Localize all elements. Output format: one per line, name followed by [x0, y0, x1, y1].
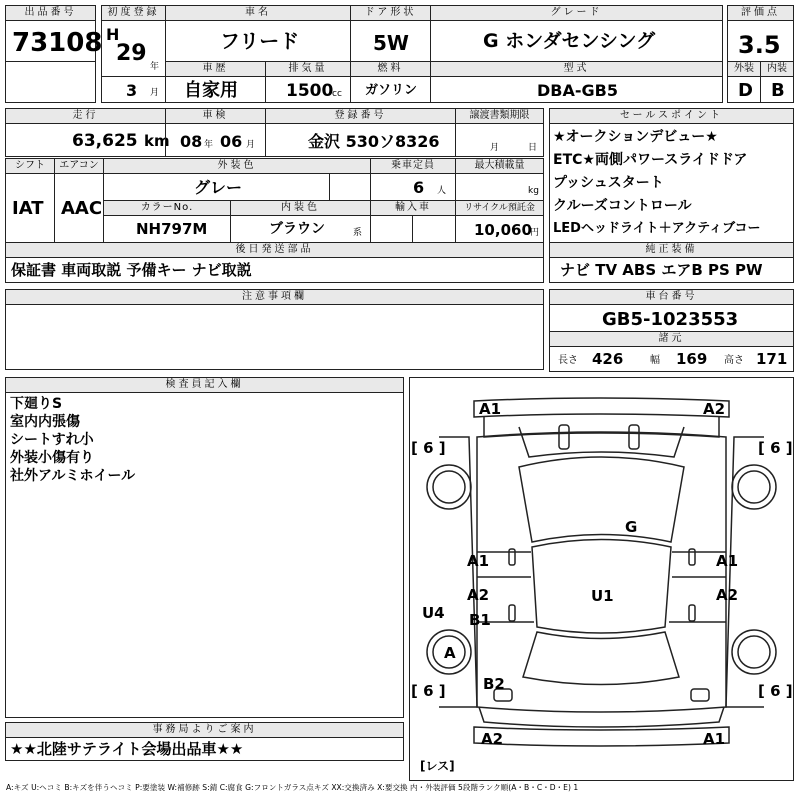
sales-line: クルーズコントロール: [553, 198, 692, 214]
reg-month-cell: [101, 76, 166, 103]
capacity-unit: 人: [437, 186, 447, 196]
plate-number: 金沢 530ソ8326: [308, 132, 440, 151]
color-no-cell: [103, 215, 231, 243]
height-label: 高さ: [724, 355, 744, 366]
capacity-label: 乗車定員: [370, 158, 456, 174]
later-parts: 保証書 車両取説 予備キー ナビ取説: [11, 261, 252, 279]
reg-year: 29: [116, 41, 147, 66]
fuel-label: 燃料: [350, 61, 431, 77]
shift-cell: [5, 173, 55, 243]
lot-cell: [5, 20, 103, 62]
equip-label: 純正装備: [549, 242, 794, 258]
mileage: 63,625: [72, 131, 138, 151]
grade-label: グレード: [430, 5, 723, 21]
insp-year: 08: [180, 132, 203, 151]
notes-cell: [5, 304, 544, 370]
ac: AAC: [61, 198, 103, 219]
legend: A:キズ U:ヘコミ B:キズを伴うヘコミ P:要塗装 W:補修跡 S:錆 C:腐食 G:フロントガラス点キズ XX:交換済み X:要交換 内・外装評価 5段階ランク順(A・B・C・D・E) 1: [6, 783, 579, 792]
recycle: 10,060: [474, 221, 532, 239]
mileage-unit: km: [144, 132, 170, 150]
history-cell: [165, 76, 266, 103]
color-no-label: カラーNo.: [103, 200, 231, 216]
car-name-label: 車名: [165, 5, 351, 21]
mileage-label: 走行: [5, 108, 166, 124]
reg-month: 3: [126, 81, 138, 100]
damage-front-right: A2: [703, 400, 726, 418]
sales-line: プッシュスタート: [553, 175, 664, 191]
damage-front-left: A1: [479, 400, 502, 418]
transfer-label: 譲渡書類期限: [455, 108, 544, 124]
ext-color: グレー: [194, 178, 243, 197]
ac-label: エアコン: [54, 158, 104, 174]
history: 自家用: [184, 80, 238, 101]
car-name-cell: [165, 20, 351, 62]
car-diagram: [409, 377, 794, 781]
damage-left-door-1: A1: [467, 552, 490, 570]
int-grade-cell: [760, 76, 794, 103]
equipment: ナビ TV ABS エアB PS PW: [560, 261, 763, 279]
damage-left-rear-door: B1: [469, 611, 491, 629]
office-note: ★★北陸サテライト会場出品車★★: [10, 740, 244, 758]
transfer-month-unit: 月: [490, 143, 500, 153]
sales-cell: [549, 123, 794, 243]
equip-cell: [549, 257, 794, 283]
inspection-cell: [165, 123, 266, 157]
model-cell: [430, 76, 723, 103]
plate-label: 登録番号: [265, 108, 456, 124]
score: 3.5: [738, 31, 781, 59]
sales-line: LEDヘッドライト＋アクティブコー: [553, 221, 761, 236]
ext-grade: D: [738, 80, 753, 101]
later-label: 後日発送部品: [5, 242, 544, 258]
transfer-cell: [455, 123, 544, 157]
inspector-line: 外装小傷有り: [10, 450, 94, 466]
tire-depth-rear-left: [ 6 ]: [411, 682, 446, 700]
tire-depth-rear-right: [ 6 ]: [758, 682, 793, 700]
shift: IAT: [12, 198, 44, 219]
office-cell: [5, 737, 404, 761]
insp-month: 06: [220, 132, 243, 151]
fuel: ガソリン: [365, 83, 418, 98]
capacity-cell: [370, 173, 456, 201]
sales-label: セールスポイント: [549, 108, 794, 124]
displacement-unit: cc: [332, 89, 342, 99]
inspector-line: 社外アルミホイール: [10, 468, 136, 484]
recycle-label: リサイクル預託金: [455, 200, 544, 216]
int-color: ブラウン: [269, 221, 325, 237]
import-label: 輸入車: [370, 200, 456, 216]
ext-grade-cell: [727, 76, 761, 103]
insp-year-unit: 年: [204, 140, 214, 150]
sales-line: ETC★両側パワースライドドア: [553, 152, 748, 168]
height: 171: [756, 350, 788, 368]
sales-line: ★オークションデビュー★: [553, 129, 718, 145]
damage-side: U4: [422, 604, 445, 622]
displacement: 1500: [286, 81, 334, 101]
int-color-label: 内装色: [230, 200, 371, 216]
year-unit: 年: [150, 62, 160, 72]
first-reg-label: 初度登録: [101, 5, 166, 21]
ext-color-label: 外装色: [103, 158, 371, 174]
damage-rear-left: B2: [483, 675, 505, 693]
inspector-label: 検査員記入欄: [5, 377, 404, 393]
ac-cell: [54, 173, 104, 243]
mileage-cell: [5, 123, 170, 157]
damage-rear-bumper-right: A1: [703, 730, 726, 748]
width-label: 幅: [650, 355, 660, 366]
import-cell-a: [370, 215, 413, 243]
history-label: 車歴: [165, 61, 266, 77]
max-load-label: 最大積載量: [455, 158, 544, 174]
inspection-label: 車検: [165, 108, 266, 124]
color-no: NH797M: [136, 220, 208, 238]
lot-number: 73108: [12, 28, 103, 58]
damage-left-door-2: A2: [467, 586, 490, 604]
tire-depth-front-right: [ 6 ]: [758, 439, 793, 457]
chassis-label: 車台番号: [549, 289, 794, 305]
inspector-line: 室内内張傷: [10, 414, 80, 430]
length: 426: [592, 350, 624, 368]
fuel-cell: [350, 76, 431, 103]
damage-wheel: A: [444, 644, 456, 662]
car-name: フリード: [220, 29, 300, 53]
lot-blank: [5, 61, 96, 103]
spare-tire-note: [レス]: [420, 759, 455, 773]
transfer-day-unit: 日: [528, 143, 538, 153]
damage-right-door-1: A1: [716, 552, 739, 570]
length-label: 長さ: [558, 355, 578, 366]
width: 169: [676, 350, 708, 368]
chassis-number: GB5-1023553: [602, 309, 739, 330]
spec-label: 諸元: [549, 331, 794, 347]
grade: G ホンダセンシング: [483, 30, 656, 52]
lot-label: 出品番号: [5, 5, 96, 21]
max-load-cell: [455, 173, 544, 201]
era: H: [106, 25, 120, 44]
displacement-cell: [265, 76, 351, 103]
damage-right-door-2: A2: [716, 586, 739, 604]
recycle-cell: [455, 215, 544, 243]
office-label: 事務局よりご案内: [5, 722, 404, 738]
int-grade-label: 内装: [760, 61, 794, 77]
insp-month-unit: 月: [246, 140, 256, 150]
import-cell-b: [412, 215, 456, 243]
int-grade: B: [771, 80, 785, 101]
score-cell: [727, 20, 794, 62]
inspector-line: シートすれ小: [10, 432, 94, 448]
chassis-cell: [549, 304, 794, 332]
plate-cell: [265, 123, 456, 157]
damage-windshield: G: [625, 518, 638, 536]
model-label: 型式: [430, 61, 723, 77]
max-load-unit: kg: [528, 186, 539, 196]
ext-grade-label: 外装: [727, 61, 761, 77]
door-type: 5W: [373, 31, 409, 55]
recycle-unit: 円: [530, 228, 540, 238]
shift-label: シフト: [5, 158, 55, 174]
tire-depth-front-left: [ 6 ]: [411, 439, 446, 457]
month-unit: 月: [150, 88, 160, 98]
spec-cell: [549, 346, 794, 372]
inspector-line: 下廻りS: [10, 396, 63, 412]
door-cell: [350, 20, 431, 62]
notes-label: 注意事項欄: [5, 289, 544, 305]
int-color-unit: 系: [353, 228, 363, 238]
first-reg-cell: [101, 20, 166, 77]
model: DBA-GB5: [537, 81, 618, 100]
score-label: 評価点: [727, 5, 794, 21]
damage-rear-bumper-left: A2: [481, 730, 504, 748]
inspector-cell: [5, 392, 404, 718]
displacement-label: 排気量: [265, 61, 351, 77]
capacity: 6: [413, 178, 425, 197]
ext-color-sub: [329, 173, 371, 201]
grade-cell: [430, 20, 723, 62]
door-label: ドア形状: [350, 5, 431, 21]
int-color-cell: [230, 215, 371, 243]
damage-roof: U1: [591, 587, 614, 605]
later-cell: [5, 257, 544, 283]
